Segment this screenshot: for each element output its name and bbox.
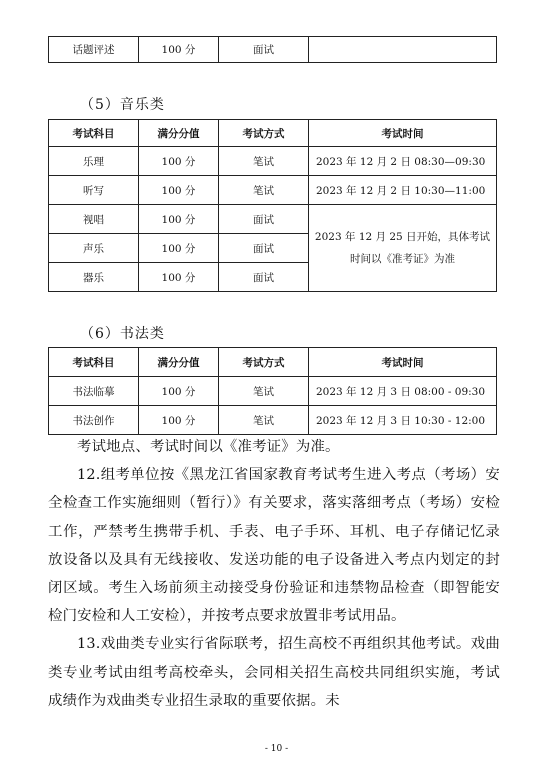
cell-time: 2023 年 12 月 2 日 10:30—11:00 — [309, 176, 497, 205]
header-time: 考试时间 — [309, 120, 497, 147]
table-row — [49, 176, 497, 205]
paragraph-exam-location: 考试地点、考试时间以《准考证》为准。 — [77, 439, 340, 455]
header-subject: 考试科目 — [49, 348, 139, 377]
body-text — [48, 433, 500, 715]
page-number: - 10 - — [264, 744, 289, 754]
cell-method: 笔试 — [219, 147, 309, 176]
cell-method: 面试 — [219, 205, 309, 234]
table-row — [49, 147, 497, 176]
cell-time: 2023 年 12 月 2 日 08:30—09:30 — [309, 147, 497, 176]
cell-score: 100 分 — [139, 234, 219, 263]
cell-subject: 器乐 — [49, 263, 139, 292]
header-time: 考试时间 — [309, 348, 497, 377]
cell-time — [309, 37, 497, 63]
header-method: 考试方式 — [219, 348, 309, 377]
cell-merged-time — [309, 205, 497, 292]
header-score: 满分分值 — [139, 348, 219, 377]
cell-subject: 话题评述 — [49, 37, 139, 63]
cell-subject: 声乐 — [49, 234, 139, 263]
cell-score: 100 分 — [139, 37, 219, 63]
cell-score: 100 分 — [139, 377, 219, 406]
cell-score: 100 分 — [139, 176, 219, 205]
cell-method: 笔试 — [219, 406, 309, 435]
music-heading: （5）音乐类 — [80, 97, 165, 113]
merged-time-line2: 时间以《准考证》为准 — [350, 253, 455, 265]
cell-score: 100 分 — [139, 263, 219, 292]
cell-subject: 视唱 — [49, 205, 139, 234]
cell-method: 笔试 — [219, 176, 309, 205]
paragraph-13-opera: 13.戏曲类专业实行省际联考，招生高校不再组织其他考试。戏曲类专业考试由组考高校牵头，会同相关招生高校共同组织实施，考试成绩作为戏曲类专业招生录取的重要依据。未 — [48, 636, 500, 709]
cell-method: 面试 — [219, 263, 309, 292]
cell-method: 面试 — [219, 234, 309, 263]
merged-time-line1: 2023 年 12 月 25 日开始，具体考试 — [314, 231, 491, 243]
cell-score: 100 分 — [139, 406, 219, 435]
cell-subject: 书法临摹 — [49, 377, 139, 406]
cell-score: 100 分 — [139, 147, 219, 176]
header-subject: 考试科目 — [49, 120, 139, 147]
calligraphy-heading: （6）书法类 — [80, 326, 165, 342]
cell-time: 2023 年 12 月 3 日 10:30 - 12:00 — [309, 406, 497, 435]
top-continuation-table — [48, 36, 497, 63]
table-row — [49, 205, 497, 234]
cell-method: 笔试 — [219, 377, 309, 406]
paragraph-12-security: 12.组考单位按《黑龙江省国家教育考试考生进入考点（考场）安全检查工作实施细则（暂行）》有关要求，落实落细考点（考场）安检工作，严禁考生携带手机、手表、电子手环、耳机、电子存储记忆录放设备以及具有无线接收、发送功能的电子设备进入考点内划定的封闭区域。考生入场前须主动接受身份验证和违禁物品检查（即智能安检门安检和人工安检），并按考点要求放置非考试用品。 — [48, 467, 500, 625]
music-table — [48, 119, 497, 292]
cell-subject: 书法创作 — [49, 406, 139, 435]
calligraphy-table — [48, 347, 497, 435]
cell-method: 面试 — [219, 37, 309, 63]
cell-subject: 听写 — [49, 176, 139, 205]
table-row — [49, 406, 497, 435]
header-score: 满分分值 — [139, 120, 219, 147]
cell-score: 100 分 — [139, 205, 219, 234]
header-method: 考试方式 — [219, 120, 309, 147]
table-row — [49, 377, 497, 406]
cell-time: 2023 年 12 月 3 日 08:00 - 09:30 — [309, 377, 497, 406]
cell-subject: 乐理 — [49, 147, 139, 176]
